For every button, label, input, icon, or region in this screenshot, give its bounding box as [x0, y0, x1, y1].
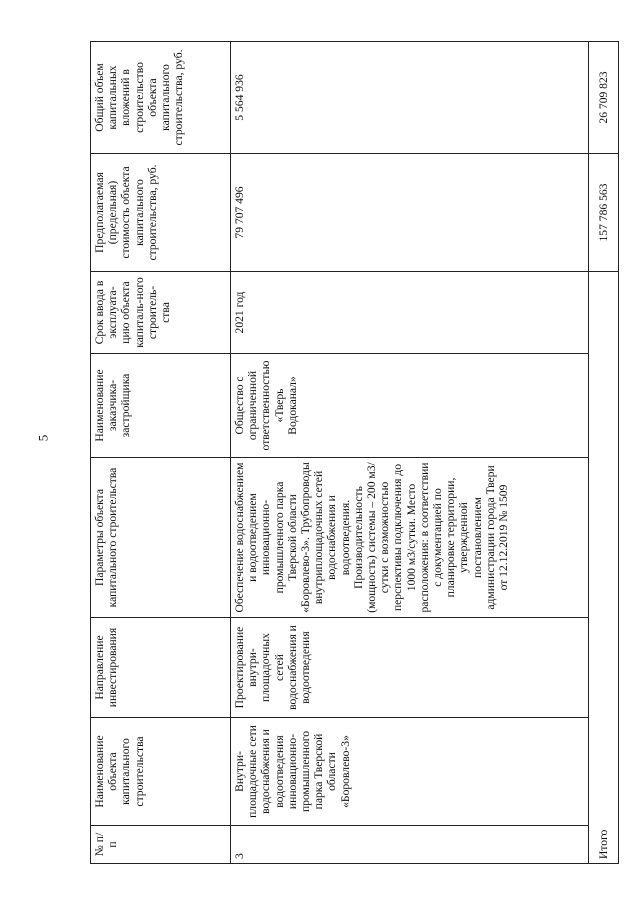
- table-row: [231, 42, 589, 864]
- row-term: 2021 год: [231, 272, 589, 354]
- page-number: 5: [35, 434, 51, 442]
- row-object-name: Внутри-площадочные сети водоснабжения и водоотведения инновационно-промышленного парка Тверской области «Боровлево-3»: [231, 718, 589, 826]
- table-total-row: [589, 42, 619, 864]
- header-cost: Предполагаемая (предельная) стоимость объекта капитального строительства, руб.: [91, 154, 231, 272]
- header-object-name: Наименование объекта капитального строительства: [91, 718, 231, 826]
- header-parameters: Параметры объекта капитального строительства: [91, 458, 231, 618]
- row-cost: 79 707 496: [231, 154, 589, 272]
- investment-table-sheet: [90, 42, 618, 864]
- investment-table: [90, 41, 619, 864]
- header-num: № п/п: [91, 826, 231, 864]
- total-label: Итого: [589, 272, 619, 864]
- header-volume: Общий объем капитальных вложений в строительство объекта капитального строительства, руб.: [91, 42, 231, 154]
- row-parameters: Обеспечение водоснабжением и водоотведением инновационно-промышленного парка Тверской области «Боровлево-3». Трубопроводы внутриплощадочных сетей водоснабжения и водоотведения. Производительность (мощность) системы – 200 м3/сутки с возможностью перспективы подключения до 1000 м3/сутки. Место расположения: в соответствии с документацией по планировке территории, утвержденной постановлением администрации города Твери от 12.12.2019 № 1509: [231, 458, 589, 618]
- header-term: Срок ввода в эксплуата-цию объекта капиталь-ного строитель-ства: [91, 272, 231, 354]
- header-direction: Направление инвестирования: [91, 618, 231, 718]
- row-direction: Проектирование внутри-площадочных сетей водоснабжения и водоотведения: [231, 618, 589, 718]
- total-cost: 157 786 563: [589, 154, 619, 272]
- total-volume: 26 709 823: [589, 42, 619, 154]
- row-num: 3: [231, 826, 589, 864]
- table-header-row: [91, 42, 231, 864]
- row-volume: 5 564 936: [231, 42, 589, 154]
- row-customer: Общество с ограниченной ответственностью «Тверь Водоканал»: [231, 354, 589, 458]
- header-customer: Наименование заказчика-застройщика: [91, 354, 231, 458]
